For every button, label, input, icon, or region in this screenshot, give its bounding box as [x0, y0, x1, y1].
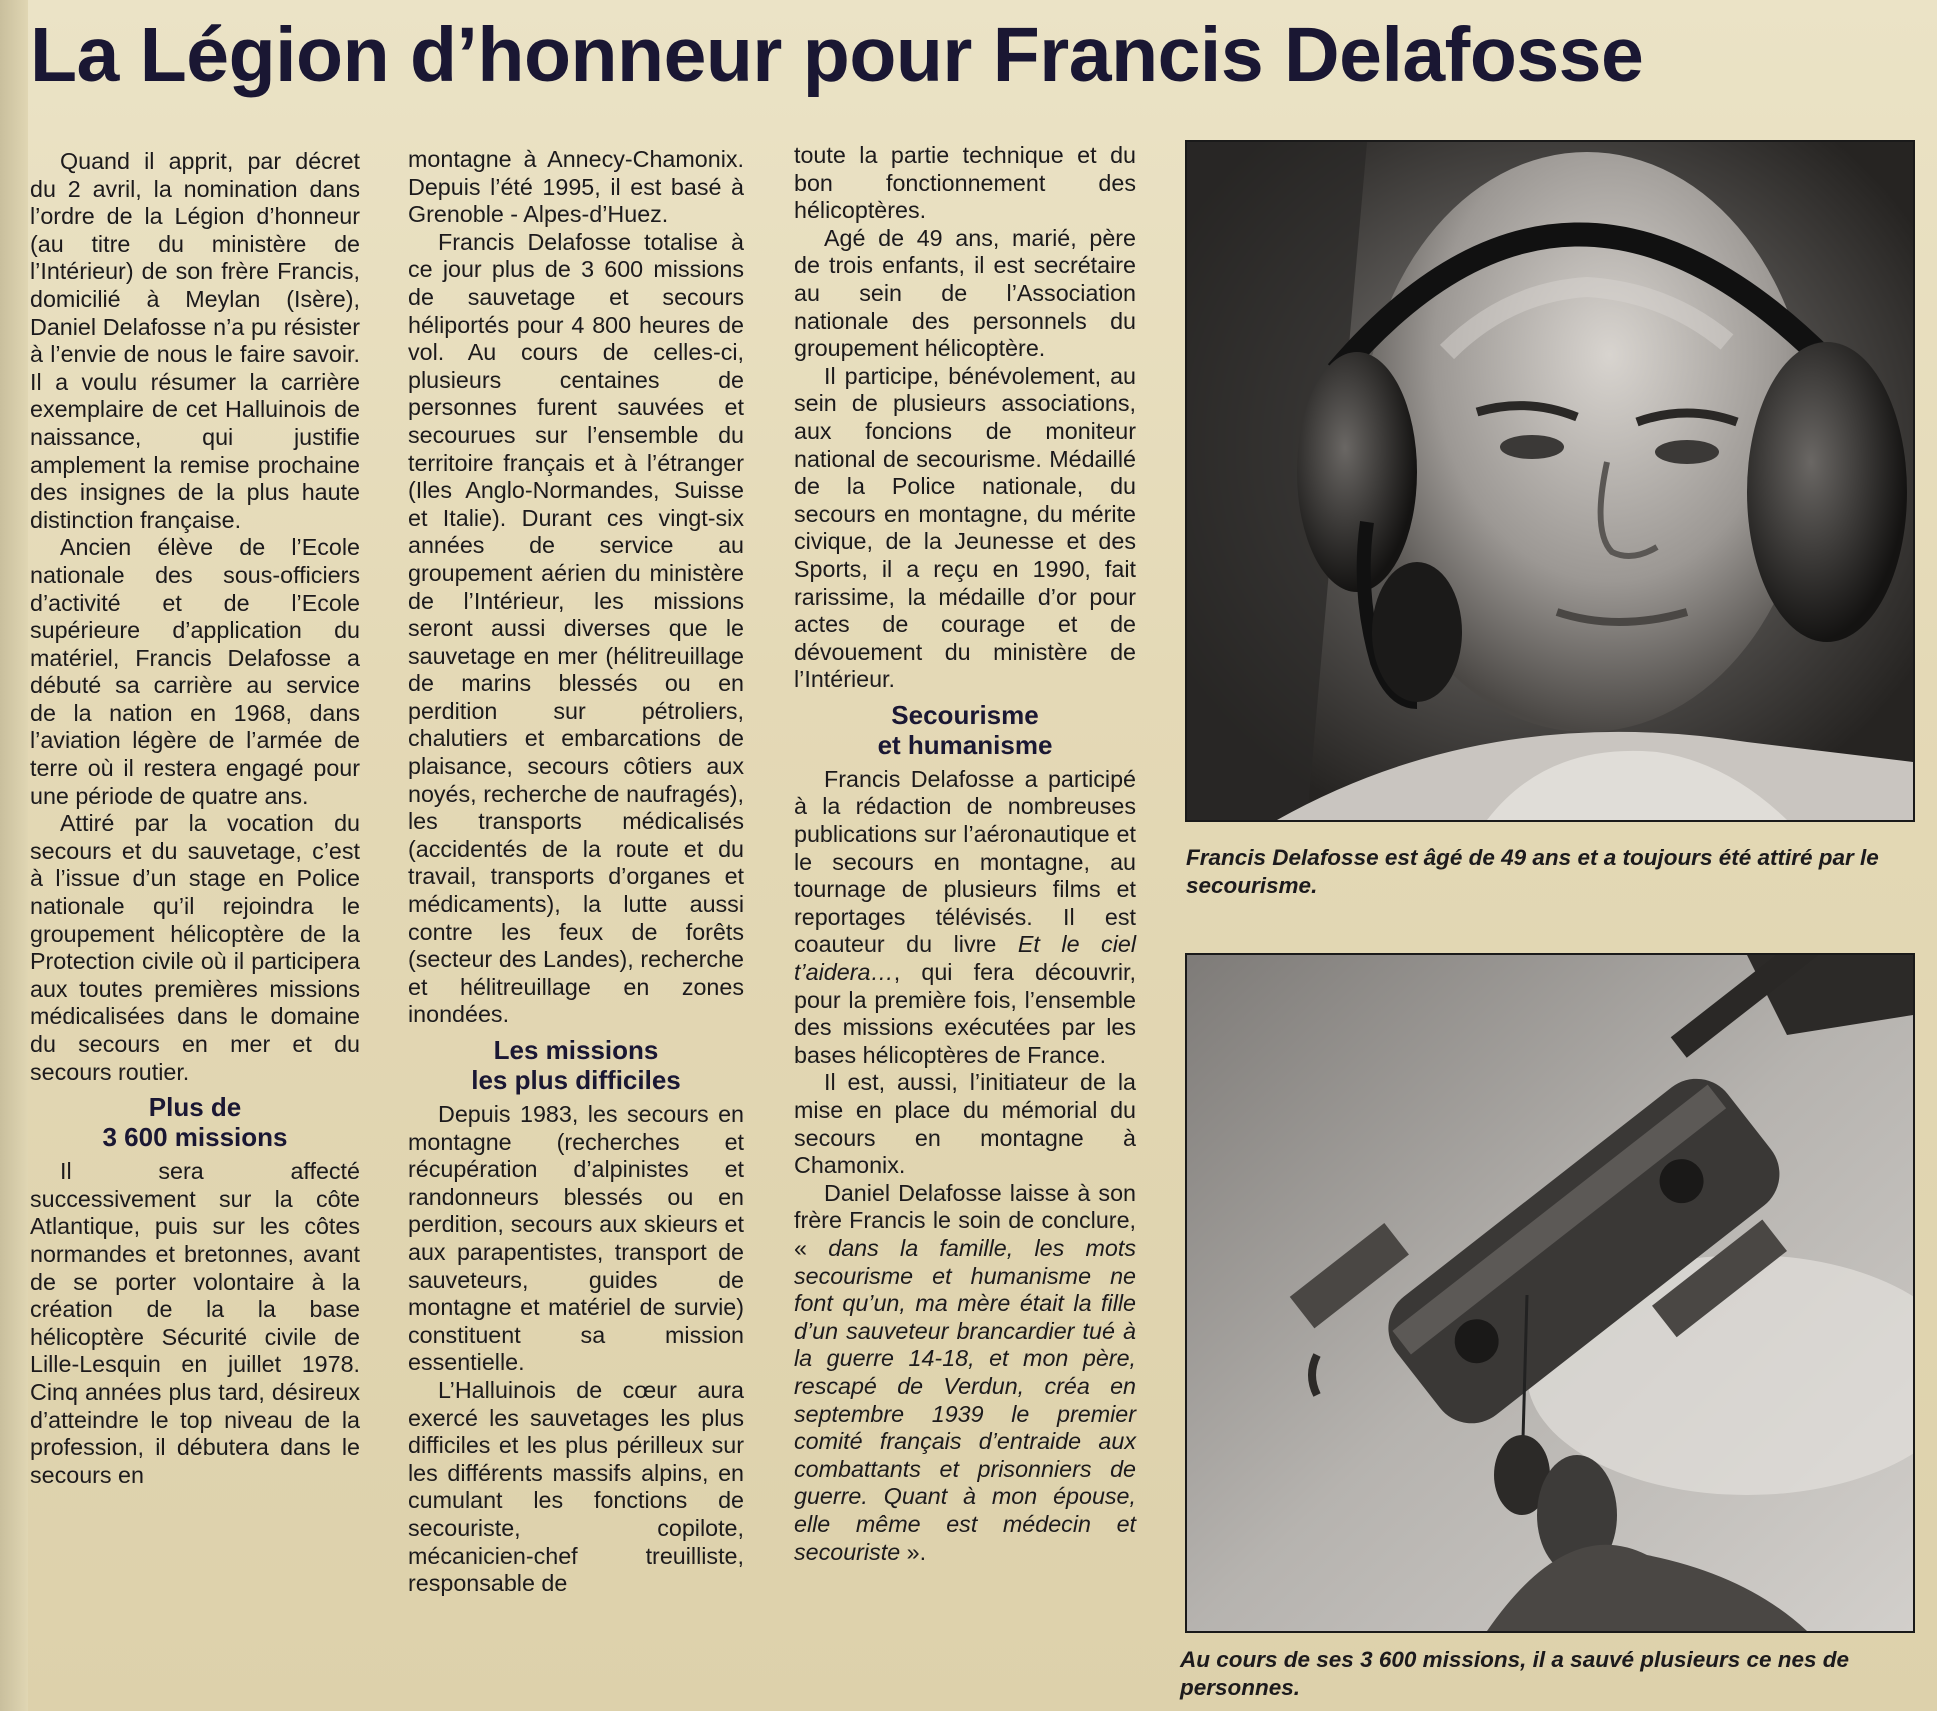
text-run: Francis Delafosse a participé à la rédaction de nombreuses publications sur l’aéronautique et le secours en montagne, au tournage de plusieurs films et reportages télévisés. Il est coauteur du livre	[794, 765, 1136, 958]
book-title: Et le ciel t’aidera…	[794, 931, 1136, 986]
text-run: ».	[900, 1538, 927, 1565]
photo-caption: Francis Delafosse est âgé de 49 ans et a toujours été attiré par le secourisme.	[1186, 845, 1879, 898]
helicopter-photo	[1185, 953, 1915, 1633]
text-run: , qui fera découvrir, pour la première fois, l’ensemble des missions exécutées par les bases hélicoptères de France.	[794, 959, 1136, 1068]
paragraph: Agé de 49 ans, marié, père de trois enfants, il est secrétaire au sein de l’Association nationale des personnels du groupement hélicoptère.	[794, 224, 1136, 362]
paragraph: L’Halluinois de cœur aura exercé les sauvetages les plus difficiles et les plus périlleux sur les différents massifs alpins, en cumulant les fonctions de secouriste, copilote, mécanicien-chef treuilliste, responsable de	[408, 1376, 744, 1597]
subheading-difficult-missions	[408, 1035, 744, 1095]
article-column-1	[30, 148, 360, 1489]
paragraph	[794, 766, 1136, 1070]
subheading-secourisme	[794, 700, 1136, 760]
subheading-line: 3 600 missions	[102, 1122, 288, 1153]
photo-caption: Au cours de ses 3 600 missions, il a sauvé plusieurs ce nes de personnes.	[1180, 1647, 1850, 1700]
subheading-line: Secourisme	[891, 699, 1039, 730]
paragraph: Quand il apprit, par décret du 2 avril, la nomination dans l’ordre de la Légion d’honneur (au titre du ministère de l’Intérieur) de son frère Francis, domicilié à Meylan (Isère), Daniel Delafosse n’a pu résister à l’envie de nous le faire savoir. Il a voulu résumer la carrière exemplaire de cet Halluinois de naissance, qui justifie amplement la remise prochaine des insignes de la plus haute distinction française.	[30, 148, 360, 533]
paragraph: toute la partie technique et du bon fonctionnement des hélicoptères.	[794, 142, 1136, 224]
article-column-3	[794, 142, 1136, 1566]
paragraph: Il sera affecté successivement sur la côte Atlantique, puis sur les côtes normandes et bretonnes, avant de se porter volontaire à la création de la la base hélicoptère Sécurité civile de Lille-Lesquin en juillet 1978. Cinq années plus tard, désireux d’atteindre le top niveau de la profession, il débutera dans le secours en	[30, 1158, 360, 1488]
subheading-line: Plus de	[148, 1092, 242, 1123]
paragraph: Francis Delafosse totalise à ce jour plus de 3 600 missions de sauvetage et secours héliportés pour 4 800 heures de vol. Au cours de celles-ci, plusieurs centaines de personnes furent sauvées et secourues sur l’ensemble du territoire français et à l’étranger (Iles Anglo-Normandes, Suisse et Italie). Durant ces vingt-six années de service au groupement aérien du ministère de l’Intérieur, les missions seront aussi diverses que le sauvetage en mer (hélitreuillage de marins blessés ou en perdition sur pétroliers, chalutiers et embarcations de plaisance, secours côtiers aux noyés, recherche de naufragés), les transports médicalisés (accidentés de la route et du travail, transports d’organes et médicaments), la lutte aussi contre les feux de forêts (secteur des Landes), recherche et hélitreuillage en zones inondées.	[408, 228, 744, 1028]
article-column-2	[408, 146, 744, 1598]
paragraph: Depuis 1983, les secours en montagne (recherches et récupération d’alpinistes et randonneurs blessés ou en perdition, secours aux skieurs et aux parapentistes, transport de sauveteurs, guides de montagne et matériel de survie) constituent sa mission essentielle.	[408, 1101, 744, 1376]
subheading-line: les plus difficiles	[471, 1065, 681, 1095]
paragraph	[794, 1180, 1136, 1566]
helicopter-illustration	[1187, 955, 1913, 1631]
portrait-photo	[1185, 140, 1915, 822]
subheading-line: Les missions	[493, 1035, 659, 1065]
paragraph: Il participe, bénévolement, au sein de plusieurs associations, aux foncions de moniteur national de secourisme. Médaillé de la Police nationale, du secours en montagne, du mérite civique, de la Jeunesse et des Sports, il a reçu en 1990, fait rarissime, la médaille d’or pour actes de courage et de dévouement du ministère de l’Intérieur.	[794, 362, 1136, 693]
paragraph: Il est, aussi, l’initiateur de la mise en place du mémorial du secours en montagne à Chamonix.	[794, 1069, 1136, 1179]
paragraph: montagne à Annecy-Chamonix. Depuis l’été 1995, il est basé à Grenoble - Alpes-d’Huez.	[408, 146, 744, 228]
subheading-line: et humanisme	[877, 729, 1053, 760]
portrait-illustration	[1187, 142, 1913, 820]
subheading-missions	[30, 1092, 360, 1152]
quote: dans la famille, les mots secourisme et humanisme ne font qu’un, ma mère était la fille d’un sauveteur brancardier tué à la guerre 14-18, et mon père, rescapé de Verdun, créa en septembre 1939 le premier comité français d’entraide aux combattants et prisonniers de guerre. Quant à mon épouse, elle même est médecin et secouriste	[794, 1234, 1136, 1565]
text-run: Daniel Delafosse laisse à son frère Francis le soin de conclure, «	[794, 1179, 1136, 1261]
paragraph: Attiré par la vocation du secours et du sauvetage, c’est à l’issue d’un stage en Police nationale qu’il rejoindra le groupement hélicoptère de la Protection civile où il participera aux toutes premières missions médicalisées dans le domaine du secours en mer et du secours routier.	[30, 810, 360, 1085]
paragraph: Ancien élève de l’Ecole nationale des sous-officiers d’activité et de l’Ecole supérieure d’application du matériel, Francis Delafosse a débuté sa carrière au service de la nation en 1968, dans l’aviation légère de l’armée de terre où il restera engagé pour une période de quatre ans.	[30, 534, 360, 809]
headline: La Légion d’honneur pour Francis Delafosse	[30, 12, 1644, 98]
